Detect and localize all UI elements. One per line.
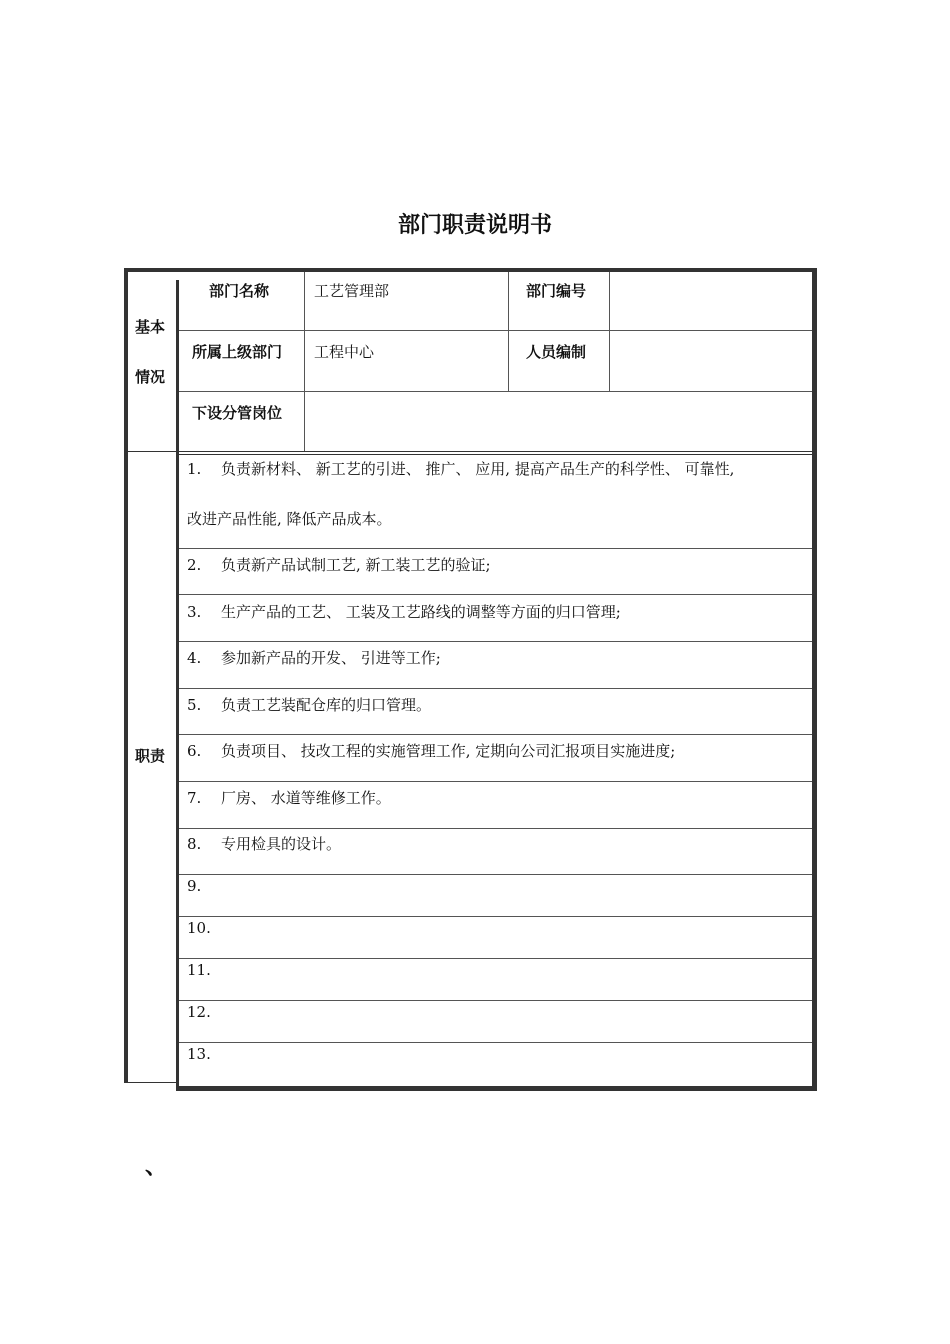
row-divider	[179, 1000, 812, 1001]
col-divider	[304, 272, 305, 451]
duty-table	[124, 268, 817, 1091]
row-divider	[179, 874, 812, 875]
duty-item-1-continued: 改进产品性能, 降低产品成本。	[187, 510, 392, 528]
table-border-right	[812, 268, 817, 1091]
duty-item-7: 7. 厂房、 水道等维修工作。	[187, 789, 391, 807]
section-separator	[179, 454, 812, 455]
dept-no-label: 部门编号	[526, 282, 587, 300]
row-divider	[179, 688, 812, 689]
duty-item-9: 9.	[187, 877, 202, 895]
duty-item-2: 2. 负责新产品试制工艺, 新工装工艺的验证;	[187, 556, 491, 574]
sub-posts-label: 下设分管岗位	[192, 404, 283, 422]
duty-item-8: 8. 专用检具的设计。	[187, 835, 342, 853]
page-title: 部门职责说明书	[397, 213, 552, 238]
section-label-basic-2: 情况	[135, 368, 166, 386]
table-border-top	[124, 268, 817, 272]
dept-name-label: 部门名称	[209, 282, 270, 300]
row-divider	[179, 330, 812, 331]
col-divider	[609, 272, 610, 391]
row-divider	[179, 734, 812, 735]
stray-mark: 、	[145, 1154, 168, 1180]
section-label-basic-1: 基本	[135, 318, 166, 336]
parent-dept-value: 工程中心	[314, 343, 375, 361]
duty-item-5: 5. 负责工艺装配仓库的归口管理。	[187, 696, 432, 714]
duty-item-12: 12.	[187, 1003, 211, 1021]
row-divider	[179, 916, 812, 917]
duty-item-4: 4. 参加新产品的开发、 引进等工作;	[187, 649, 441, 667]
row-divider	[179, 1042, 812, 1043]
row-divider	[179, 594, 812, 595]
row-divider	[179, 391, 812, 392]
col-divider	[508, 272, 509, 391]
duty-item-3: 3. 生产产品的工艺、 工装及工艺路线的调整等方面的归口管理;	[187, 603, 621, 621]
row-divider	[179, 548, 812, 549]
dept-name-value: 工艺管理部	[314, 282, 390, 300]
duty-item-6: 6. 负责项目、 技改工程的实施管理工作, 定期向公司汇报项目实施进度;	[187, 742, 676, 760]
row-divider	[179, 958, 812, 959]
row-divider	[179, 781, 812, 782]
table-inner-divider	[176, 280, 179, 1086]
duty-item-11: 11.	[187, 961, 211, 979]
table-border-bottom	[176, 1086, 817, 1091]
staff-label: 人员编制	[526, 343, 587, 361]
row-divider	[179, 828, 812, 829]
duty-item-10: 10.	[187, 919, 211, 937]
duty-item-1: 1. 负责新材料、 新工艺的引进、 推广、 应用, 提高产品生产的科学性、 可靠性,	[187, 460, 735, 478]
table-border-left	[124, 268, 128, 1083]
row-divider	[179, 641, 812, 642]
duty-item-13: 13.	[187, 1045, 211, 1063]
section-separator	[128, 451, 812, 452]
parent-dept-label: 所属上级部门	[192, 343, 283, 361]
table-border-left-bottom	[128, 1082, 178, 1083]
section-label-duties: 职责	[135, 747, 166, 765]
